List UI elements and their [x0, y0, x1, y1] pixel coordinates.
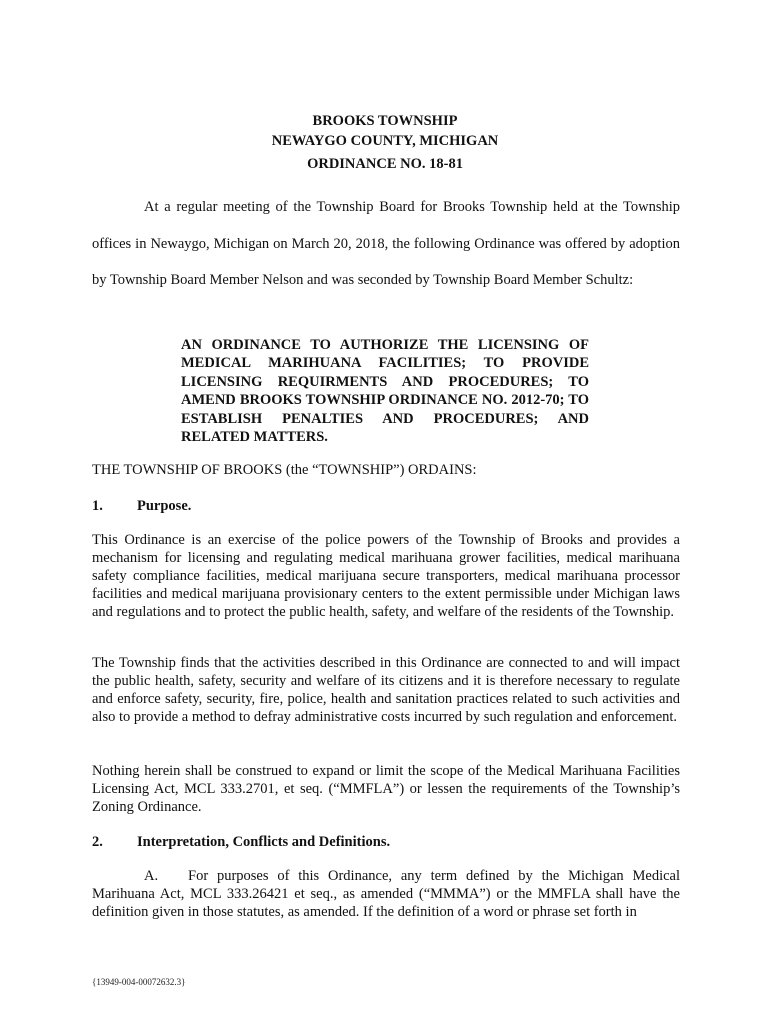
section-2-heading: [92, 833, 390, 851]
section-1-heading: [92, 497, 191, 515]
document-id-footer: {13949-004-00072632.3}: [92, 977, 186, 987]
county-name: NEWAYGO COUNTY, MICHIGAN: [271, 133, 499, 149]
intro-paragraph: At a regular meeting of the Township Board for Brooks Township held at the Township offices in Newaygo, Michigan on March 20, 2018, the following Ordinance was offered by adoption by Township Board Member Nelson and was seconded by Township Board Member Schultz:: [92, 199, 680, 288]
section-number: 2.: [92, 834, 103, 850]
ordinance-title: AN ORDINANCE TO AUTHORIZE THE LICENSING OF MEDICAL MARIHUANA FACILITIES; TO PROVIDE LICENSING REQUIRMENTS AND PROCEDURES; TO AMEND BROOKS TOWNSHIP ORDINANCE NO. 2012-70; TO ESTABLISH PENALTIES AND PROCEDURES; AND RELATED MATTERS.: [181, 337, 589, 446]
document-header: [0, 111, 770, 174]
ordains-line: THE TOWNSHIP OF BROOKS (the “TOWNSHIP”) ORDAINS:: [92, 462, 477, 478]
section-title: Interpretation, Conflicts and Definitions.: [137, 834, 391, 850]
subsection-text: For purposes of this Ordinance, any term defined by the Michigan Medical Marihuana Act, MCL 333.26421 et seq., as amended (“MMMA”) or the MMFLA shall have the definition given in those statutes, as amended. If the definition of a word or phrase set forth in: [92, 868, 680, 920]
township-name: BROOKS TOWNSHIP: [312, 113, 458, 129]
purpose-paragraph-2: The Township finds that the activities described in this Ordinance are connected to and will impact the public health, safety, security and welfare of its citizens and it is therefore necessary to regulate and enforce safety, security, fire, police, health and sanitation practices related to such activities and also to provide a method to defray administrative costs incurred by such regulation and enforcement.: [92, 655, 680, 725]
purpose-paragraph-3: Nothing herein shall be construed to expand or limit the scope of the Medical Marihuana Facilities Licensing Act, MCL 333.2701, et seq. (“MMFLA”) or lessen the requirements of the Township’s Zoning Ordinance.: [92, 763, 680, 815]
section-title: Purpose.: [137, 498, 192, 514]
definitions-paragraph-a: [92, 867, 680, 921]
purpose-paragraph-1: This Ordinance is an exercise of the police powers of the Township of Brooks and provides a mechanism for licensing and regulating medical marihuana grower facilities, medical marihuana safety compliance facilities, medical marijuana secure transporters, medical marihuana processor facilities and medical marijuana provisionary centers to the extent permissible under Michigan laws and regulations and to protect the public health, safety, and welfare of the residents of the Township.: [92, 532, 680, 620]
subsection-label: A.: [144, 868, 159, 884]
ordinance-number: ORDINANCE NO. 18-81: [307, 156, 463, 172]
section-number: 1.: [92, 498, 103, 514]
